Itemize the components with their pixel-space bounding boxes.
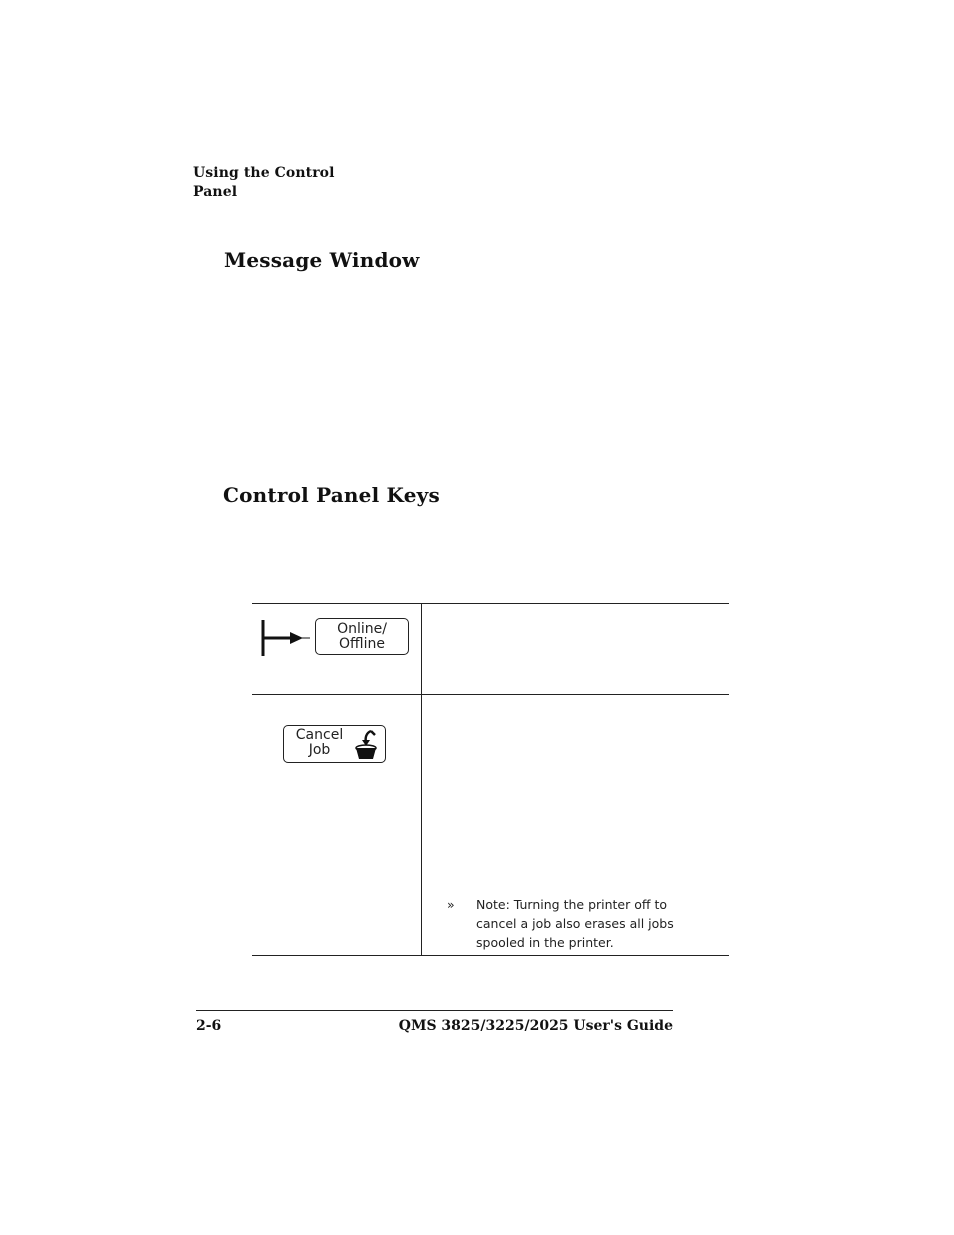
table-column-divider bbox=[421, 604, 422, 955]
running-head-line2: Panel bbox=[193, 184, 238, 200]
running-head-line1: Using the Control bbox=[193, 165, 335, 181]
running-head bbox=[193, 164, 393, 202]
note-line1: Note: Turning the printer off to bbox=[476, 897, 668, 912]
control-panel-keys-table bbox=[252, 603, 729, 956]
table-row-divider bbox=[252, 694, 729, 695]
online-offline-key bbox=[315, 618, 409, 655]
online-indicator-arrow-icon bbox=[260, 618, 310, 658]
note-line2: cancel a job also erases all jobs bbox=[476, 916, 674, 931]
online-key-label-line1: Online/ bbox=[337, 621, 387, 637]
note-bullet: » bbox=[447, 897, 455, 912]
note-turning-printer-off bbox=[447, 895, 717, 952]
note-line3: spooled in the printer. bbox=[476, 935, 614, 950]
cancel-job-key bbox=[283, 725, 386, 763]
footer-guide-title: QMS 3825/3225/2025 User's Guide bbox=[398, 1018, 673, 1034]
cancel-key-label-line1: Cancel bbox=[295, 727, 344, 743]
section-heading-message-window: Message Window bbox=[224, 248, 420, 272]
footer-rule bbox=[196, 1010, 673, 1011]
section-heading-control-panel-keys: Control Panel Keys bbox=[223, 483, 440, 507]
cancel-key-label-line2: Job bbox=[308, 742, 331, 758]
online-key-label-line2: Offline bbox=[339, 636, 385, 652]
footer-page-number: 2-6 bbox=[196, 1018, 222, 1034]
trash-bin-icon bbox=[353, 729, 381, 761]
